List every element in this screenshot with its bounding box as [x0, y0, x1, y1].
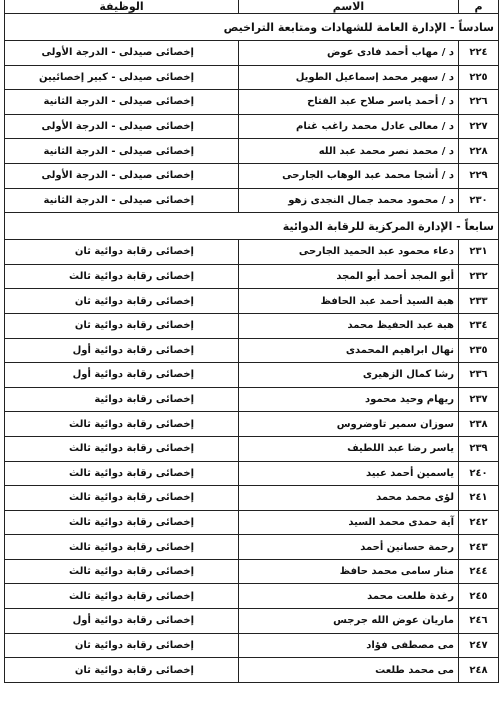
job-title: إخصائى صيدلى - الدرجة الثانية: [43, 145, 194, 157]
staff-table: [4, 0, 499, 683]
job-title: إخصائى رقابة دوائية: [94, 394, 194, 406]
job-title: إخصائى رقابة دوائية أول: [72, 344, 194, 356]
employee-name: مى مصطفى فؤاد: [239, 633, 459, 658]
employee-name: سوزان سمير تاوضروس: [239, 412, 459, 437]
job-title: إخصائى صيدلى - كبير إخصائيين: [39, 71, 194, 83]
job-title-cell: [5, 41, 239, 66]
job-title: إخصائى رقابة دوائية ثالث: [69, 516, 194, 528]
job-title: إخصائى رقابة دوائية ثان: [74, 639, 194, 651]
job-title: إخصائى رقابة دوائية ثان: [74, 295, 194, 307]
table-row: [5, 609, 499, 634]
table-row: [5, 387, 499, 412]
employee-name: رشا كمال الزهيرى: [239, 363, 459, 388]
employee-name: لؤى محمد محمد: [239, 486, 459, 511]
employee-name: أبو المجد أحمد أبو المجد: [239, 264, 459, 289]
row-number: ٢٤٧: [459, 633, 499, 658]
job-title-cell: [5, 188, 239, 213]
job-title-cell: [5, 65, 239, 90]
job-title-cell: [5, 486, 239, 511]
row-number: ٢٤٥: [459, 584, 499, 609]
row-number: ٢٣٦: [459, 363, 499, 388]
header-name: الاسم: [239, 0, 459, 14]
table-row: [5, 658, 499, 683]
row-number: ٢٤١: [459, 486, 499, 511]
table-row: [5, 535, 499, 560]
employee-name: د / سهير محمد إسماعيل الطويل: [239, 65, 459, 90]
job-title-cell: [5, 264, 239, 289]
table-row: [5, 412, 499, 437]
job-title-cell: [5, 461, 239, 486]
table-row: [5, 240, 499, 265]
employee-name: د / معالى عادل محمد راغب غنام: [239, 114, 459, 139]
job-title-cell: [5, 559, 239, 584]
row-number: ٢٣١: [459, 240, 499, 265]
job-title-cell: [5, 412, 239, 437]
row-number: ٢٣٣: [459, 289, 499, 314]
table-row: [5, 559, 499, 584]
job-title-cell: [5, 436, 239, 461]
table-row: [5, 313, 499, 338]
job-title-cell: [5, 363, 239, 388]
table-row: [5, 486, 499, 511]
row-number: ٢٤٢: [459, 510, 499, 535]
row-number: ٢٤٤: [459, 559, 499, 584]
job-title-cell: [5, 338, 239, 363]
employee-name: دعاء محمود عبد الحميد الجارحى: [239, 240, 459, 265]
job-title: إخصائى صيدلى - الدرجة الأولى: [41, 170, 194, 182]
job-title-cell: [5, 387, 239, 412]
row-number: ٢٢٨: [459, 139, 499, 164]
job-title-cell: [5, 163, 239, 188]
table-row: [5, 139, 499, 164]
table-row: [5, 461, 499, 486]
job-title: إخصائى رقابة دوائية ثالث: [69, 541, 194, 553]
table-row: [5, 41, 499, 66]
row-number: ٢٣٧: [459, 387, 499, 412]
employee-name: هبة عبد الحفيظ محمد: [239, 313, 459, 338]
row-number: ٢٣٩: [459, 436, 499, 461]
table-row: [5, 289, 499, 314]
row-number: ٢٤٣: [459, 535, 499, 560]
job-title-cell: [5, 240, 239, 265]
job-title: إخصائى رقابة دوائية أول: [72, 369, 194, 381]
employee-name: د / أشجا محمد عبد الوهاب الجارحى: [239, 163, 459, 188]
job-title-cell: [5, 90, 239, 115]
table-row: [5, 114, 499, 139]
table-row: [5, 633, 499, 658]
job-title-cell: [5, 313, 239, 338]
job-title: إخصائى صيدلى - الدرجة الثانية: [43, 96, 194, 108]
job-title: إخصائى رقابة دوائية ثان: [74, 320, 194, 332]
section-header-row: [5, 213, 499, 240]
job-title-cell: [5, 289, 239, 314]
employee-name: ريهام وحيد محمود: [239, 387, 459, 412]
table-row: [5, 188, 499, 213]
job-title: إخصائى رقابة دوائية ثالث: [69, 566, 194, 578]
header-job: الوظيفة: [5, 0, 239, 14]
row-number: ٢٣٥: [459, 338, 499, 363]
row-number: ٢٢٧: [459, 114, 499, 139]
row-number: ٢٢٩: [459, 163, 499, 188]
job-title-cell: [5, 139, 239, 164]
row-number: ٢٣٨: [459, 412, 499, 437]
table-row: [5, 264, 499, 289]
job-title: إخصائى صيدلى - الدرجة الثانية: [43, 194, 194, 206]
job-title-cell: [5, 114, 239, 139]
employee-name: نهال ابراهيم المحمدى: [239, 338, 459, 363]
section-title: سادساً - الإدارة العامة للشهادات ومتابعة التراخيص: [5, 14, 499, 41]
job-title: إخصائى رقابة دوائية ثان: [74, 664, 194, 676]
row-number: ٢٤٨: [459, 658, 499, 683]
section-title: سابعاً - الإدارة المركزية للرقابة الدوائية: [5, 213, 499, 240]
job-title: إخصائى رقابة دوائية ثالث: [69, 590, 194, 602]
table-row: [5, 65, 499, 90]
employee-name: ياسمين أحمد عبيد: [239, 461, 459, 486]
row-number: ٢٤٦: [459, 609, 499, 634]
employee-name: منار سامى محمد حافظ: [239, 559, 459, 584]
job-title-cell: [5, 633, 239, 658]
job-title: إخصائى رقابة دوائية ثالث: [69, 418, 194, 430]
row-number: ٢٢٥: [459, 65, 499, 90]
job-title: إخصائى صيدلى - الدرجة الأولى: [41, 121, 194, 133]
employee-name: د / مهاب أحمد فادى عوض: [239, 41, 459, 66]
row-number: ٢٤٠: [459, 461, 499, 486]
job-title-cell: [5, 584, 239, 609]
employee-name: رغدة طلعت محمد: [239, 584, 459, 609]
job-title-cell: [5, 609, 239, 634]
job-title: إخصائى صيدلى - الدرجة الأولى: [41, 47, 194, 59]
row-number: ٢٢٤: [459, 41, 499, 66]
job-title: إخصائى رقابة دوائية ثالث: [69, 492, 194, 504]
employee-name: ياسر رضا عبد اللطيف: [239, 436, 459, 461]
employee-name: د / محمد نصر محمد عبد الله: [239, 139, 459, 164]
table-row: [5, 338, 499, 363]
table-row: [5, 363, 499, 388]
employee-name: د / محمود محمد جمال النجدى زهو: [239, 188, 459, 213]
section-header-row: [5, 14, 499, 41]
table-row: [5, 436, 499, 461]
row-number: ٢٣٤: [459, 313, 499, 338]
table-header-row: [5, 0, 499, 14]
job-title: إخصائى رقابة دوائية ثالث: [69, 271, 194, 283]
header-num: م: [459, 0, 499, 14]
row-number: ٢٣٢: [459, 264, 499, 289]
employee-name: د / أحمد ياسر صلاح عبد الفتاح: [239, 90, 459, 115]
job-title-cell: [5, 510, 239, 535]
employee-name: آية حمدى محمد السيد: [239, 510, 459, 535]
employee-name: ماريان عوض الله جرجس: [239, 609, 459, 634]
row-number: ٢٢٦: [459, 90, 499, 115]
table-row: [5, 510, 499, 535]
employee-name: مى محمد طلعت: [239, 658, 459, 683]
table-row: [5, 90, 499, 115]
job-title: إخصائى رقابة دوائية ثالث: [69, 467, 194, 479]
table-row: [5, 584, 499, 609]
job-title: إخصائى رقابة دوائية أول: [72, 615, 194, 627]
job-title: إخصائى رقابة دوائية ثالث: [69, 443, 194, 455]
job-title: إخصائى رقابة دوائية ثان: [74, 246, 194, 258]
job-title-cell: [5, 658, 239, 683]
table-row: [5, 163, 499, 188]
job-title-cell: [5, 535, 239, 560]
employee-name: رحمة حسانين أحمد: [239, 535, 459, 560]
employee-name: هبة السيد أحمد عبد الحافظ: [239, 289, 459, 314]
row-number: ٢٣٠: [459, 188, 499, 213]
